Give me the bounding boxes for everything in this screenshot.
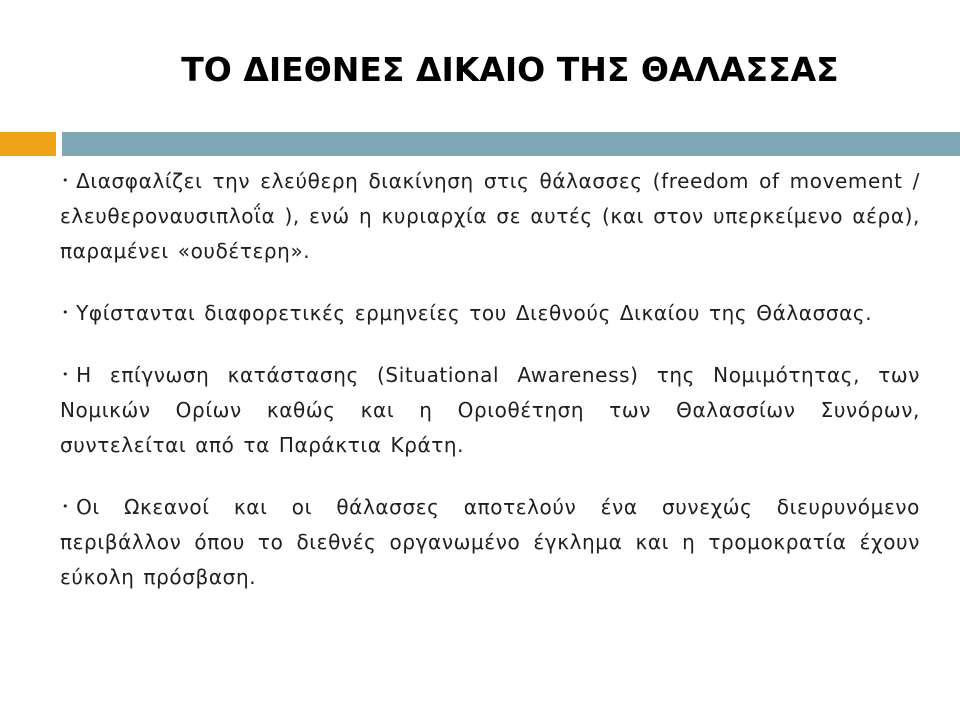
accent-bar <box>62 132 960 156</box>
bullet-marker: • <box>62 306 70 319</box>
bullet-item <box>60 489 920 595</box>
bullet-text: Οι Ωκεανοί και οι θάλασσες αποτελούν ένα συνεχώς διευρυνόμενο περιβάλλον όπου το διεθνές οργανωμένο έγκλημα και η τρομοκρατία έχουν εύκολη πρόσβαση. <box>60 495 920 589</box>
accent-square <box>0 132 56 156</box>
bullet-marker: • <box>62 500 70 513</box>
bullet-item <box>60 295 920 331</box>
bullet-text: Διασφαλίζει την ελεύθερη διακίνηση στις θάλασσες (freedom of movement / ελευθεροναυσιπλοΐα ), ενώ η κυριαρχία σε αυτές (και στον υπερκείμενο αέρα), παραμένει «ουδέτερη». <box>60 169 920 263</box>
bullet-text: Η επίγνωση κατάστασης (Situational Awareness) της Νομιμότητας, των Νομικών Ορίων καθώς και η Οριοθέτηση των Θαλασσίων Συνόρων, συντελείται από τα Παράκτια Κράτη. <box>60 363 920 457</box>
bullet-text: Υφίστανται διαφορετικές ερμηνείες του Διεθνούς Δικαίου της Θάλασσας. <box>76 301 873 325</box>
bullet-marker: • <box>62 174 70 187</box>
bullet-list <box>60 163 920 621</box>
bullet-item <box>60 163 920 269</box>
bullet-item <box>60 357 920 463</box>
slide-title: ΤΟ ΔΙΕΘΝΕΣ ΔΙΚΑΙΟ ΤΗΣ ΘΑΛΑΣΣΑΣ <box>181 50 839 89</box>
bullet-marker: • <box>62 368 70 381</box>
